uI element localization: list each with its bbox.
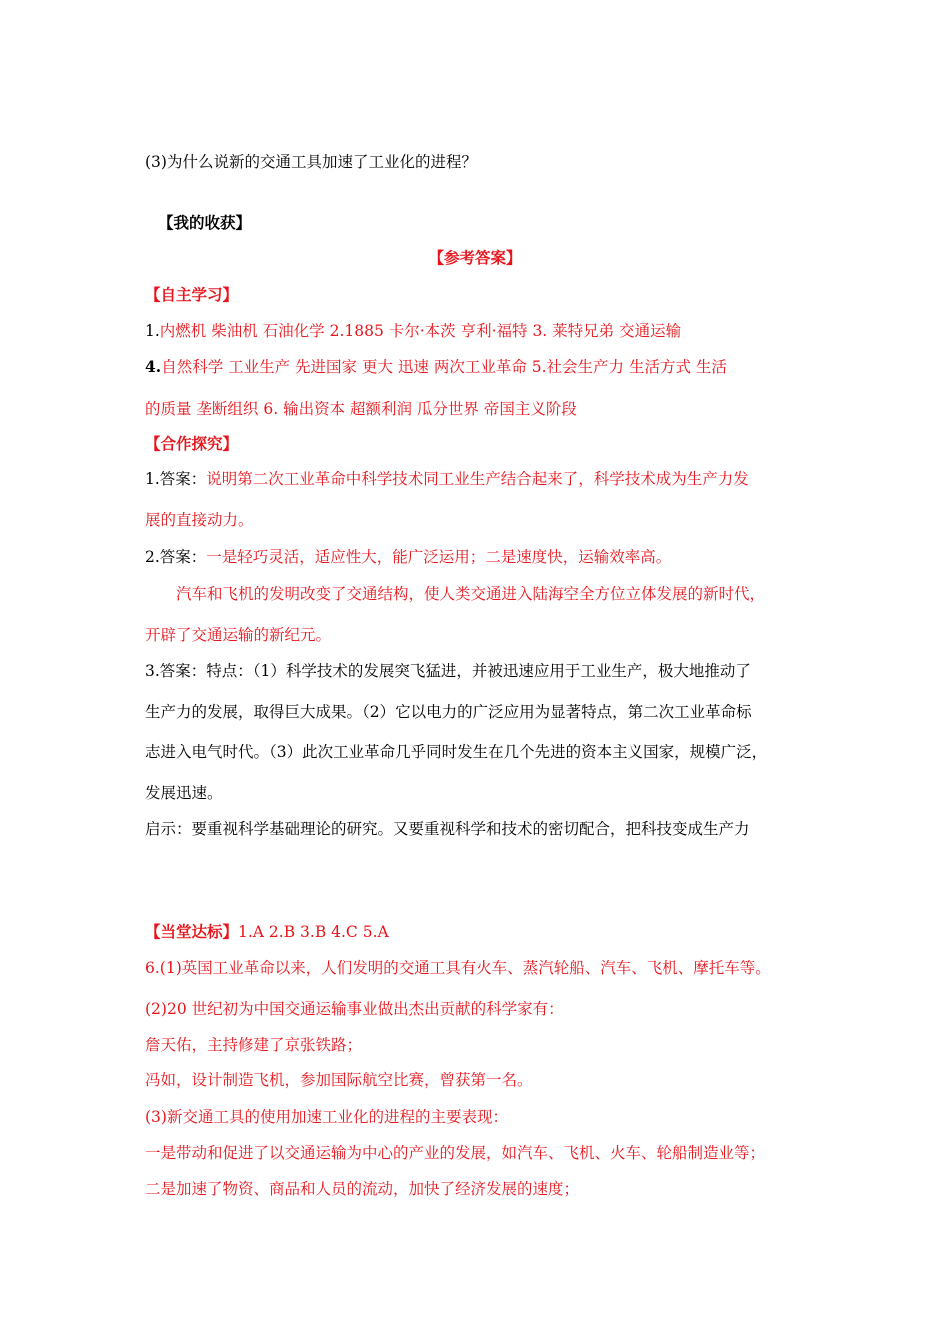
dangtang-heading: 【当堂达标】 (145, 922, 239, 941)
zizhu-line-2-num: 4. (145, 357, 162, 376)
zizhu-heading: 【自主学习】 (145, 285, 239, 304)
hezuo-answer-1-line-2: 展的直接动力。 (145, 511, 254, 529)
hezuo-heading: 【合作探究】 (145, 434, 239, 453)
answer-title: 【参考答案】 (428, 248, 522, 267)
zizhu-line-1-num: 1. (145, 322, 160, 340)
zizhu-line-1-text: 内燃机 柴油机 石油化学 2.1885 卡尔·本茨 亨利·福特 3. 莱特兄弟 交通运输 (159, 322, 682, 340)
hezuo-qishi: 启示：要重视科学基础理论的研究。又要重视科学和技术的密切配合，把科技变成生产力 (145, 820, 750, 838)
answer-1-prefix: 1.答案： (145, 470, 207, 488)
hezuo-answer-3-line-4: 发展迅速。 (145, 784, 223, 802)
answer-2-text: 一是轻巧灵活，适应性大，能广泛运用；二是速度快，运输效率高。 (206, 548, 672, 566)
hezuo-answer-3-line-2: 生产力的发展，取得巨大成果。（2）它以电力的广泛应用为显著特点，第二次工业革命标 (145, 703, 752, 721)
hezuo-answer-2-line-2: 汽车和飞机的发明改变了交通结构，使人类交通进入陆海空全方位立体发展的新时代， (176, 585, 766, 603)
answer-2-prefix: 2.答案： (145, 548, 207, 566)
hezuo-answer-3-line-3: 志进入电气时代。（3）此次工业革命几乎同时发生在几个先进的资本主义国家，规模广泛， (145, 743, 768, 761)
q6-line-4: 冯如，设计制造飞机，参加国际航空比赛，曾获第一名。 (145, 1071, 533, 1089)
q6-line-1: 6.(1)英国工业革命以来，人们发明的交通工具有火车、蒸汽轮船、汽车、飞机、摩托车等。 (145, 959, 771, 977)
zizhu-line-3: 的质量 垄断组织 6. 输出资本 超额利润 瓜分世界 帝国主义阶段 (145, 400, 577, 418)
hezuo-answer-2-line-1 (145, 546, 671, 568)
zizhu-line-1 (145, 320, 681, 342)
q6-line-6: 一是带动和促进了以交通运输为中心的产业的发展，如汽车、飞机、火车、轮船制造业等； (145, 1144, 766, 1162)
q6-line-2: (2)20 世纪初为中国交通运输事业做出杰出贡献的科学家有： (145, 1000, 564, 1018)
dangtang-choices: 1.A 2.B 3.B 4.C 5.A (238, 923, 389, 941)
question-3: (3)为什么说新的交通工具加速了工业化的进程？ (145, 153, 477, 171)
q6-line-3: 詹天佑，主持修建了京张铁路； (145, 1036, 363, 1054)
dangtang-line (145, 921, 389, 943)
harvest-heading: 【我的收获】 (158, 213, 252, 232)
zizhu-line-2-text: 自然科学 工业生产 先进国家 更大 迅速 两次工业革命 5.社会生产力 生活方式 生活 (161, 358, 727, 376)
hezuo-answer-3-line-1: 3.答案：特点：（1）科学技术的发展突飞猛进，并被迅速应用于工业生产，极大地推动了 (145, 662, 751, 680)
q6-line-7: 二是加速了物资、商品和人员的流动，加快了经济发展的速度； (145, 1180, 580, 1198)
zizhu-line-2 (145, 356, 727, 378)
q6-line-5: (3)新交通工具的使用加速工业化的进程的主要表现： (145, 1108, 508, 1126)
answer-1-text: 说明第二次工业革命中科学技术同工业生产结合起来了，科学技术成为生产力发 (206, 470, 749, 488)
hezuo-answer-2-line-3: 开辟了交通运输的新纪元。 (145, 626, 332, 644)
hezuo-answer-1-line-1 (145, 468, 749, 490)
